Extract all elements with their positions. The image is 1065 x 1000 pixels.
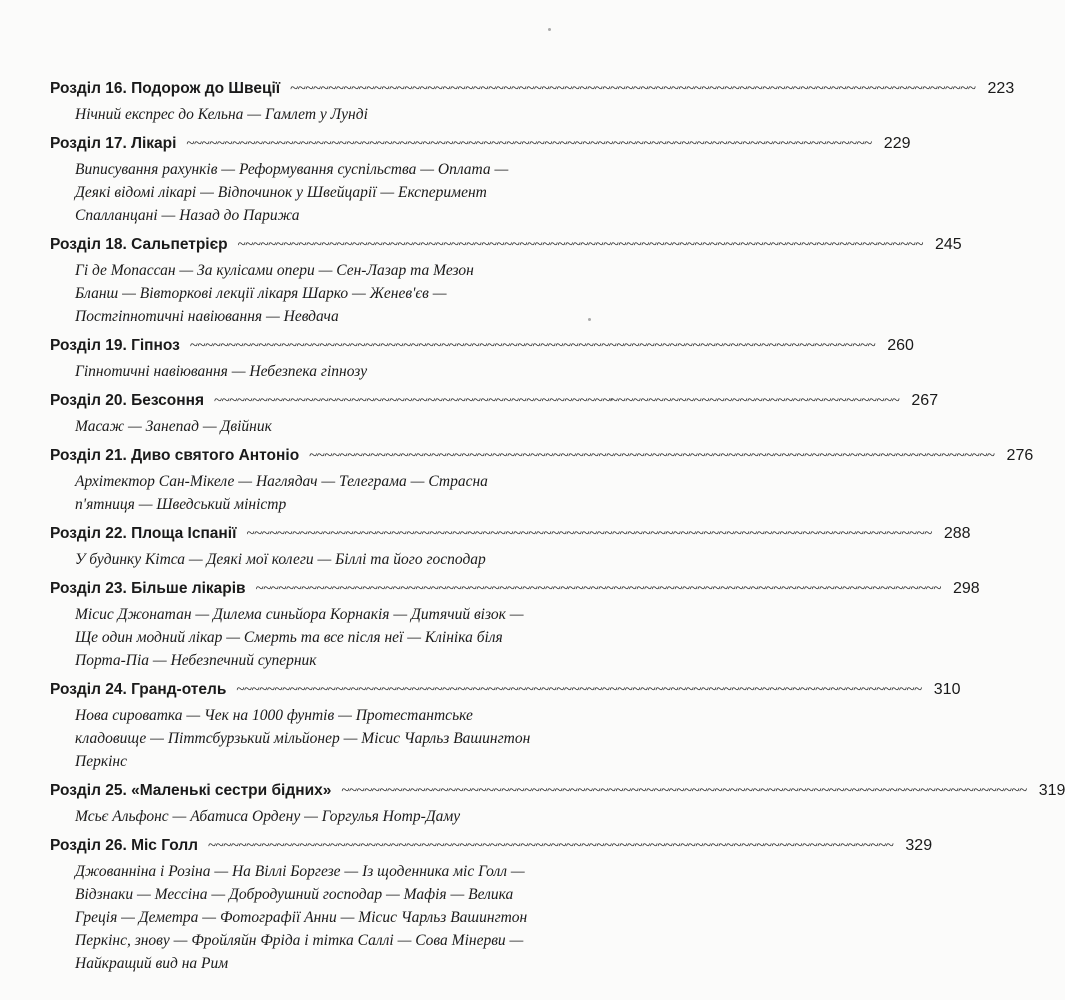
chapter-subtopics-line: Нова сироватка — Чек на 1000 фунтів — Протестантське — [75, 707, 473, 724]
page-number: 298 — [952, 580, 980, 597]
toc-entry — [50, 580, 980, 672]
chapter-subtopics-line: Найкращий вид на Рим — [75, 955, 229, 972]
page-number: 288 — [943, 525, 971, 542]
chapter-title: Розділ 17. Лікарі — [50, 135, 177, 152]
toc-entry-heading — [50, 681, 961, 704]
dot-leader: ~~~~~~~~~~~~~~~~~~~~~~~~~~~~~~~~~~~~~~~~~~~~~~~~~~~~~~~~~~~~~~~~~~~~~~~~~~~~~~~~~~~~~~~~~~ — [255, 581, 941, 597]
toc-entry-heading — [50, 337, 914, 360]
toc-entry-heading — [50, 392, 939, 415]
page-number: 260 — [887, 337, 914, 354]
toc-entry — [50, 447, 1034, 516]
chapter-subtopics-line: Гі де Мопассан — За кулісами опери — Сен-Лазар та Мезон — [75, 262, 474, 279]
chapter-subtopics-line: Масаж — Занепад — Двійник — [75, 418, 272, 435]
dot-leader: ~~~~~~~~~~~~~~~~~~~~~~~~~~~~~~~~~~~~~~~~~~~~~~~~~~~~~~~~~~~~~~~~~~~~~~~~~~~~~~~~~~~~~~~~~~ — [341, 783, 1027, 799]
chapter-subtopics-line: Перкінс, знову — Фройляйн Фріда і тітка Саллі — Сова Мінерви — — [75, 932, 524, 949]
chapter-title: Розділ 22. Площа Іспанії — [50, 525, 237, 542]
toc-entry-heading — [50, 236, 962, 259]
toc-entry-heading — [50, 782, 1065, 805]
chapter-subtopics-line: У будинку Кітса — Деякі мої колеги — Біллі та його господар — [75, 551, 486, 568]
chapter-subtopics-line: Відзнаки — Мессіна — Добродушний господар — Мафія — Велика — [75, 886, 514, 903]
page-number: 276 — [1006, 447, 1034, 464]
dot-leader: ~~~~~~~~~~~~~~~~~~~~~~~~~~~~~~~~~~~~~~~~~~~~~~~~~~~~~~~~~~~~~~~~~~~~~~~~~~~~~~~~~~~~~~~~~~ — [214, 393, 900, 409]
dot-leader: ~~~~~~~~~~~~~~~~~~~~~~~~~~~~~~~~~~~~~~~~~~~~~~~~~~~~~~~~~~~~~~~~~~~~~~~~~~~~~~~~~~~~~~~~~~ — [290, 81, 976, 97]
toc-entry-heading — [50, 447, 1034, 470]
chapter-subtopics-line: кладовище — Піттсбурзький мільйонер — Місис Чарльз Вашингтон — [75, 730, 531, 747]
dot-leader: ~~~~~~~~~~~~~~~~~~~~~~~~~~~~~~~~~~~~~~~~~~~~~~~~~~~~~~~~~~~~~~~~~~~~~~~~~~~~~~~~~~~~~~~~~~ — [237, 237, 923, 253]
page-number: 223 — [987, 80, 1015, 97]
chapter-title: Розділ 21. Диво святого Антоніо — [50, 447, 300, 464]
chapter-title: Розділ 18. Сальпетрієр — [50, 236, 228, 253]
chapter-subtopics-line: Деякі відомі лікарі — Відпочинок у Швейцарії — Експеримент — [75, 184, 487, 201]
page-number: 245 — [935, 236, 962, 253]
toc-entry-heading — [50, 580, 980, 603]
chapter-subtopics-line: Постгіпнотичні навіювання — Невдача — [75, 308, 339, 325]
chapter-subtopics-line: Мсьє Альфонс — Абатиса Ордену — Горгулья Нотр-Даму — [75, 808, 461, 825]
chapter-subtopics-line: Ще один модний лікар — Смерть та все після неї — Клініка біля — [75, 629, 503, 646]
toc-entry — [50, 337, 914, 383]
dust-speck — [548, 28, 551, 31]
chapter-subtopics-line: Греція — Деметра — Фотографії Анни — Місис Чарльз Вашингтон — [75, 909, 528, 926]
chapter-subtopics-line: п'ятниця — Шведський міністр — [75, 496, 287, 513]
chapter-subtopics-line: Архітектор Сан-Мікеле — Наглядач — Телеграма — Страсна — [75, 473, 488, 490]
page-number: 319 — [1038, 782, 1065, 799]
chapter-subtopics-line: Перкінс — [75, 753, 127, 770]
page-number: 329 — [905, 837, 933, 854]
table-of-contents — [50, 80, 1065, 984]
chapter-subtopics-line: Гіпнотичні навіювання — Небезпека гіпнозу — [75, 363, 368, 380]
toc-entry — [50, 392, 939, 438]
dot-leader: ~~~~~~~~~~~~~~~~~~~~~~~~~~~~~~~~~~~~~~~~~~~~~~~~~~~~~~~~~~~~~~~~~~~~~~~~~~~~~~~~~~~~~~~~~~ — [189, 338, 876, 354]
toc-entry — [50, 135, 911, 227]
chapter-subtopics-line: Джованніна і Розіна — На Віллі Боргезе — Із щоденника міс Голл — — [75, 863, 525, 880]
toc-entry — [50, 525, 971, 571]
toc-entry — [50, 236, 962, 328]
chapter-title: Розділ 16. Подорож до Швеції — [50, 80, 281, 97]
toc-entry — [50, 782, 1065, 828]
chapter-subtopics-line: Бланш — Вівторкові лекції лікаря Шарко — Женев'єв — — [75, 285, 447, 302]
toc-entry-heading — [50, 525, 971, 548]
dust-speck — [588, 318, 591, 321]
chapter-subtopics-line: Спалланцані — Назад до Парижа — [75, 207, 300, 224]
toc-entry-heading — [50, 135, 911, 158]
dot-leader: ~~~~~~~~~~~~~~~~~~~~~~~~~~~~~~~~~~~~~~~~~~~~~~~~~~~~~~~~~~~~~~~~~~~~~~~~~~~~~~~~~~~~~~~~~~ — [208, 838, 894, 854]
page-number: 267 — [911, 392, 939, 409]
chapter-subtopics-line: Виписування рахунків — Реформування суспільства — Оплата — — [75, 161, 509, 178]
chapter-subtopics-line: Нічний експрес до Кельна — Гамлет у Лунді — [75, 106, 368, 123]
dot-leader: ~~~~~~~~~~~~~~~~~~~~~~~~~~~~~~~~~~~~~~~~~~~~~~~~~~~~~~~~~~~~~~~~~~~~~~~~~~~~~~~~~~~~~~~~~~ — [246, 526, 932, 542]
toc-entry-heading — [50, 837, 933, 860]
chapter-title: Розділ 20. Безсоння — [50, 392, 205, 409]
page-number: 229 — [883, 135, 911, 152]
toc-entry — [50, 681, 961, 773]
chapter-title: Розділ 24. Гранд-отель — [50, 681, 227, 698]
toc-entry — [50, 837, 933, 975]
toc-entry — [50, 80, 1015, 126]
chapter-subtopics-line: Місис Джонатан — Дилема синьйора Корнакія — Дитячий візок — — [75, 606, 524, 623]
chapter-title: Розділ 25. «Маленькі сестри бідних» — [50, 782, 332, 799]
chapter-title: Розділ 23. Більше лікарів — [50, 580, 246, 597]
chapter-title: Розділ 26. Міс Голл — [50, 837, 199, 854]
dot-leader: ~~~~~~~~~~~~~~~~~~~~~~~~~~~~~~~~~~~~~~~~~~~~~~~~~~~~~~~~~~~~~~~~~~~~~~~~~~~~~~~~~~~~~~~~~~ — [309, 448, 995, 464]
toc-entry-heading — [50, 80, 1015, 103]
chapter-title: Розділ 19. Гіпноз — [50, 337, 180, 354]
page-number: 310 — [933, 681, 961, 698]
chapter-subtopics-line: Порта-Піа — Небезпечний суперник — [75, 652, 317, 669]
dot-leader: ~~~~~~~~~~~~~~~~~~~~~~~~~~~~~~~~~~~~~~~~~~~~~~~~~~~~~~~~~~~~~~~~~~~~~~~~~~~~~~~~~~~~~~~~~~ — [236, 682, 922, 698]
dot-leader: ~~~~~~~~~~~~~~~~~~~~~~~~~~~~~~~~~~~~~~~~~~~~~~~~~~~~~~~~~~~~~~~~~~~~~~~~~~~~~~~~~~~~~~~~~~ — [186, 136, 872, 152]
